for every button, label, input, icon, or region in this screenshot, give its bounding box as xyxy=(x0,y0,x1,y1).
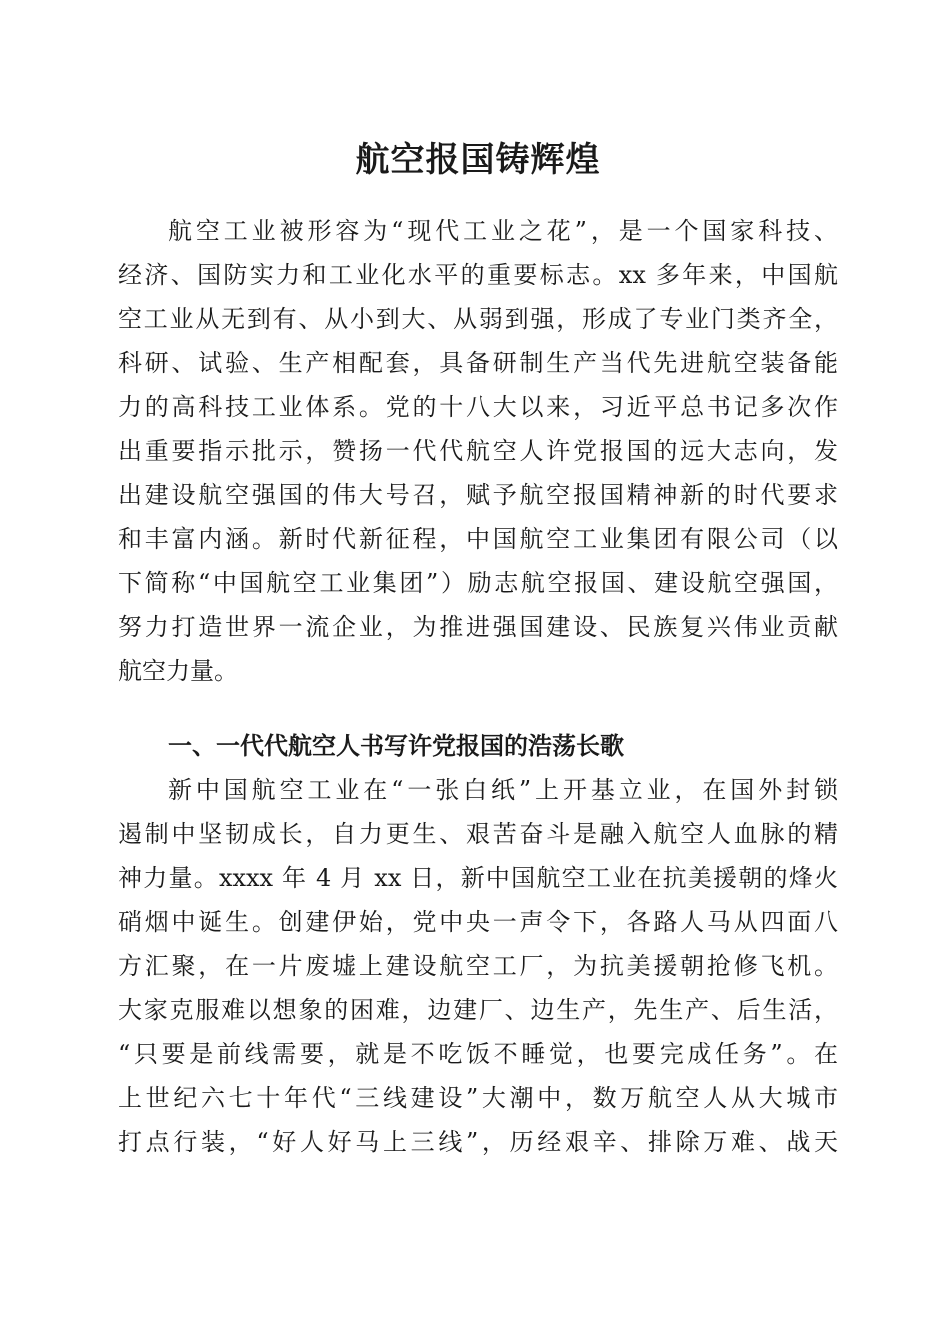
text-line: 新中国航空工业在“一张白纸”上开基立业，在国外封锁 xyxy=(168,776,838,804)
text-line: 经济、国防实力和工业化水平的重要标志。xx 多年来，中国航 xyxy=(118,261,838,289)
text-line: 打点行装，“好人好马上三线”，历经艰辛、排除万难、战天 xyxy=(118,1128,838,1156)
text-line: 出重要指示批示，赞扬一代代航空人许党报国的远大志向，发 xyxy=(118,437,838,465)
text-line: 上世纪六七十年代“三线建设”大潮中，数万航空人从大城市 xyxy=(118,1084,838,1112)
text-line: 和丰富内涵。新时代新征程，中国航空工业集团有限公司（以 xyxy=(118,525,838,553)
text-line: 神力量。xxxx 年 4 月 xx 日，新中国航空工业在抗美援朝的烽火 xyxy=(118,864,838,892)
text-line: 下简称“中国航空工业集团”）励志航空报国、建设航空强国， xyxy=(118,569,838,597)
text-line: 科研、试验、生产相配套，具备研制生产当代先进航空装备能 xyxy=(118,349,838,377)
text-line: 出建设航空强国的伟大号召，赋予航空报国精神新的时代要求 xyxy=(118,481,838,509)
text-line: “只要是前线需要，就是不吃饭不睡觉，也要完成任务”。在 xyxy=(118,1040,838,1068)
text-line: 硝烟中诞生。创建伊始，党中央一声令下，各路人马从四面八 xyxy=(118,908,838,936)
document-title: 航空报国铸辉煌 xyxy=(355,140,601,180)
text-line: 航空工业被形容为“现代工业之花”，是一个国家科技、 xyxy=(168,217,838,245)
text-line: 力的高科技工业体系。党的十八大以来，习近平总书记多次作 xyxy=(118,393,838,421)
paragraph-intro xyxy=(118,209,838,693)
text-line: 遏制中坚韧成长，自力更生、艰苦奋斗是融入航空人血脉的精 xyxy=(118,820,838,848)
text-line: 大家克服难以想象的困难，边建厂、边生产，先生产、后生活， xyxy=(118,996,838,1024)
section-1 xyxy=(118,724,838,1164)
text-line: 努力打造世界一流企业，为推进强国建设、民族复兴伟业贡献 xyxy=(118,613,838,641)
text-line: 方汇聚，在一片废墟上建设航空工厂，为抗美援朝抢修飞机。 xyxy=(118,952,838,980)
section-heading: 一、一代代航空人书写许党报国的浩荡长歌 xyxy=(168,732,624,760)
text-line: 空工业从无到有、从小到大、从弱到强，形成了专业门类齐全， xyxy=(118,305,838,333)
text-line: 航空力量。 xyxy=(118,657,238,685)
